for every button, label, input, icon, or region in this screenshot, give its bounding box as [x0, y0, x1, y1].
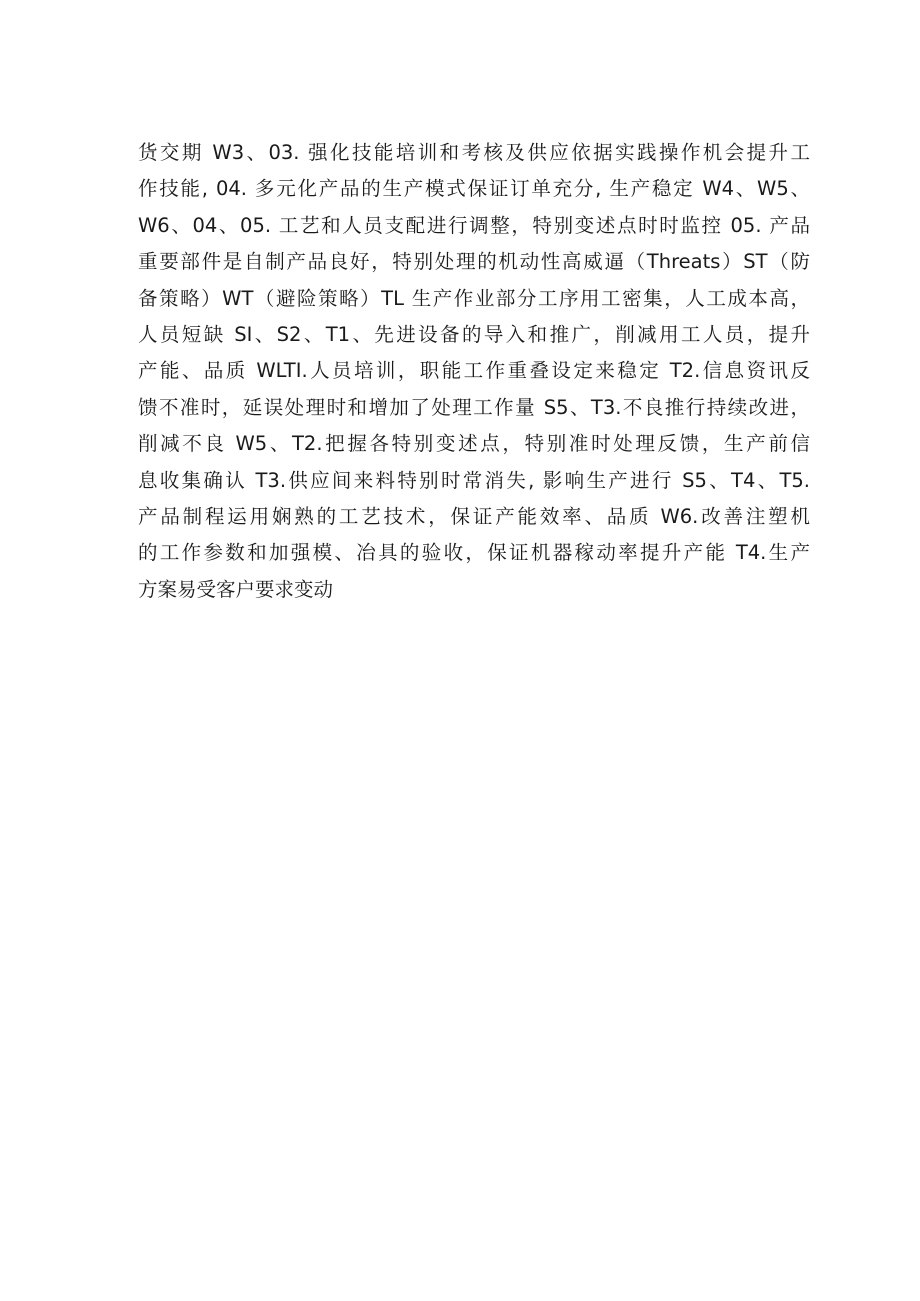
text-line: 货交期 W3、03. 强化技能培训和考核及供应依据实践操作机会提升工: [138, 141, 810, 164]
text-line: 的工作参数和加强模、冶具的验收，保证机器稼动率提升产能 T4.生产: [138, 541, 810, 565]
text-line: 息收集确认 T3.供应间来料特别时常消失, 影响生产进行 S5、T4、T5.: [138, 468, 810, 492]
text-line: W6、04、05. 工艺和人员支配进行调整，特别变述点时时监控 05. 产品: [138, 213, 810, 237]
text-line: 备策略）WT（避险策略）TL 生产作业部分工序用工密集，人工成本高，: [138, 286, 810, 310]
text-line: 产品制程运用娴熟的工艺技术，保证产能效率、品质 W6.改善注塑机: [138, 504, 810, 528]
text-line: 产能、品质 WLTI.人员培训，职能工作重叠设定来稳定 T2.信息资讯反: [138, 359, 810, 383]
text-line: 人员短缺 SI、S2、T1、先进设备的导入和推广，削减用工人员，提升: [138, 322, 810, 346]
body-paragraph: [138, 135, 810, 608]
text-line: 削减不良 W5、T2.把握各特别变述点，特别准时处理反馈，生产前信: [138, 432, 810, 456]
text-line: 方案易受客户要求变动: [138, 577, 334, 601]
text-line: 作技能, 04. 多元化产品的生产模式保证订单充分, 生产稳定 W4、W5、: [138, 177, 810, 201]
text-line: 重要部件是自制产品良好，特别处理的机动性高威逼（Threats）ST（防: [138, 250, 810, 274]
text-line: 馈不准时，延误处理时和增加了处理工作量 S5、T3.不良推行持续改进，: [138, 395, 810, 419]
